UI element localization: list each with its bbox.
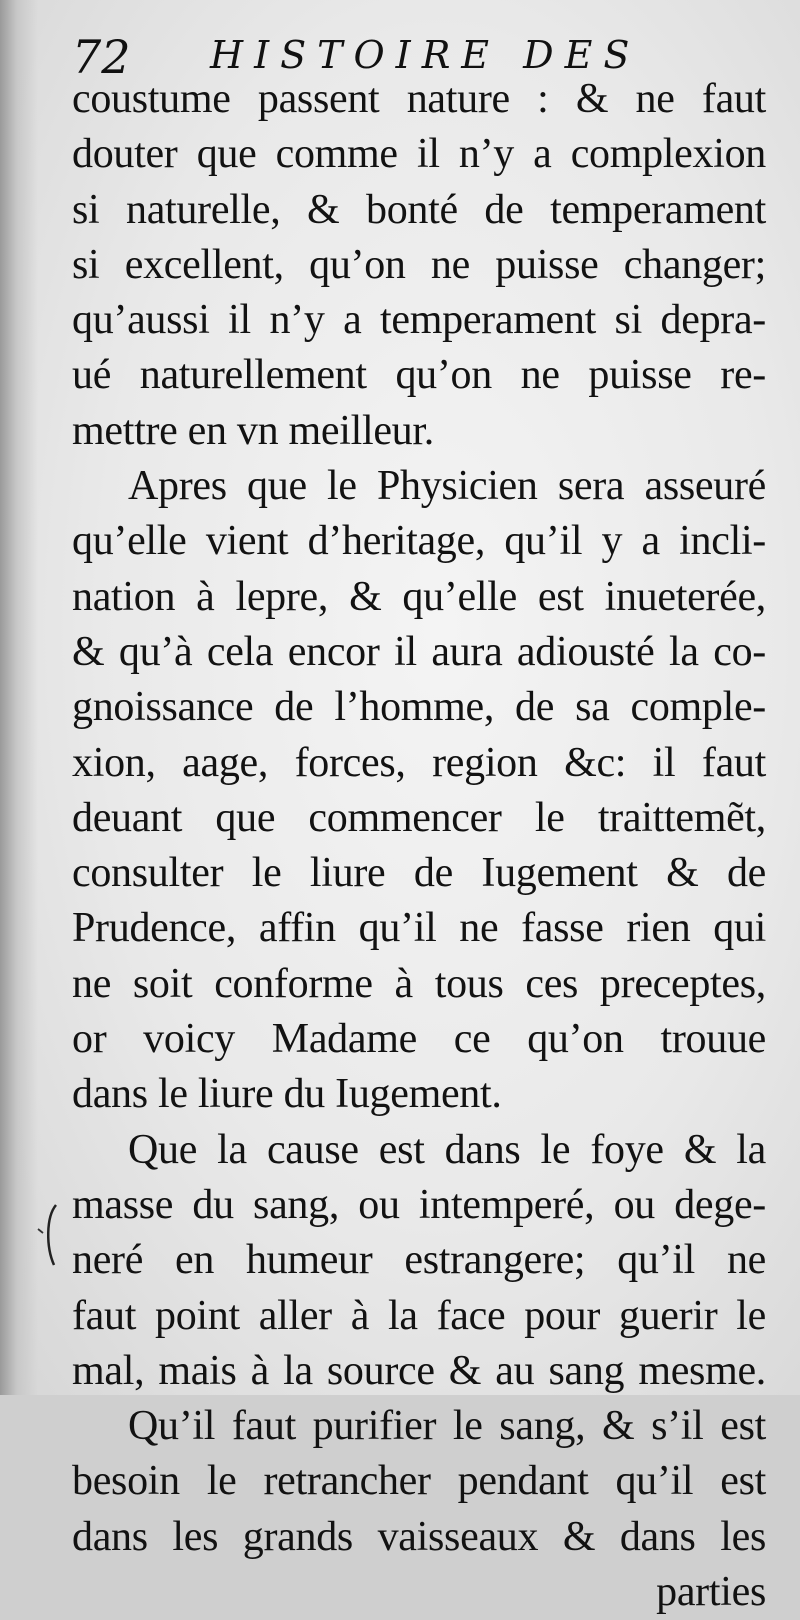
text-line: dans les grands vaisseaux & dans les	[72, 1513, 766, 1560]
text-line: Prudence, affin qu’il ne fasse rien qui	[72, 905, 766, 952]
text-line: si excellent, qu’on ne puisse changer;	[72, 241, 766, 288]
text-line: coustume passent nature : & ne faut	[72, 76, 766, 122]
text-line: douter que comme il n’y a complexion	[72, 131, 766, 178]
text-line: xion, aage, forces, region &c: il faut	[72, 739, 766, 786]
catchword: parties	[656, 1569, 766, 1616]
text-line: qu’aussi il n’y a temperament si depra-	[72, 297, 766, 344]
text-line: deuant que commencer le traittemẽt,	[72, 794, 766, 841]
text-line: gnoissance de l’homme, de sa comple-	[72, 684, 766, 731]
text-line: Apres que le Physicien sera asseuré	[128, 463, 766, 510]
text-line: si naturelle, & bonté de temperament	[72, 186, 766, 233]
text-line: ne soit conforme à tous ces preceptes,	[72, 960, 766, 1007]
text-line: Qu’il faut purifier le sang, & s’il est	[128, 1403, 766, 1450]
text-line: mettre en vn meilleur.	[72, 407, 434, 454]
text-line: mal, mais à la source & au sang mesme.	[72, 1347, 766, 1394]
body-text	[72, 72, 766, 1620]
text-line: besoin le retrancher pendant qu’il est	[72, 1458, 766, 1505]
gutter-shadow	[0, 0, 38, 1395]
text-line: & qu’à cela encor il aura adiousté la co-	[72, 628, 766, 675]
running-title: HISTOIRE DES	[210, 33, 641, 77]
text-line: neré en humeur estrangere; qu’il ne	[72, 1237, 766, 1284]
page-number: 72	[72, 30, 131, 84]
text-line: faut point aller à la face pour guerir le	[72, 1292, 766, 1339]
text-line: nation à lepre, & qu’elle est inueterée,	[72, 573, 766, 620]
margin-bracket-mark	[34, 1203, 64, 1267]
text-line: qu’elle vient d’heritage, qu’il y a incli-	[72, 518, 766, 565]
text-line: masse du sang, ou intemperé, ou dege-	[72, 1181, 766, 1228]
text-line: dans le liure du Iugement.	[72, 1071, 502, 1118]
text-line: or voicy Madame ce qu’on trouue	[72, 1016, 766, 1063]
text-line: ué naturellement qu’on ne puisse re-	[72, 352, 766, 399]
text-line: consulter le liure de Iugement & de	[72, 850, 766, 897]
text-line: Que la cause est dans le foye & la	[128, 1126, 766, 1173]
